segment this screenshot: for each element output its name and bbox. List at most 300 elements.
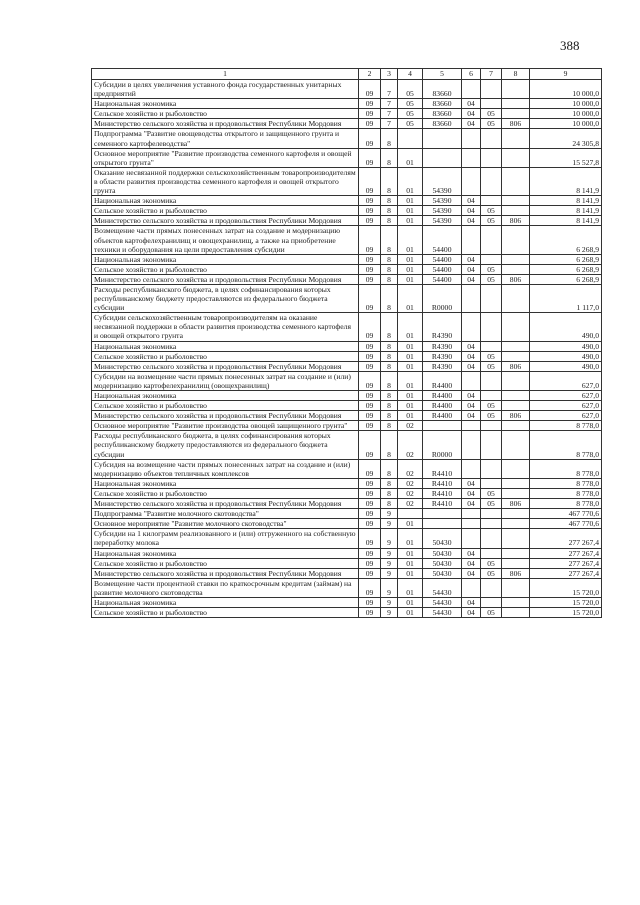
- table-row: [92, 206, 602, 216]
- row-name-cell: Субсидии на 1 килограмм реализованного и (или) отгруженного на собственную переработку молока: [92, 529, 359, 548]
- row-pp-cell: 8: [381, 459, 398, 478]
- row-om-cell: 01: [398, 264, 423, 274]
- table-row: [92, 499, 602, 509]
- table-row: [92, 401, 602, 411]
- row-gp-cell: 09: [359, 548, 381, 558]
- row-om-cell: 01: [398, 313, 423, 341]
- row-gp-cell: 09: [359, 488, 381, 498]
- row-gp-cell: 09: [359, 351, 381, 361]
- row-sum-cell: 8 778,0: [530, 478, 602, 488]
- row-pr-cell: 05: [481, 608, 502, 618]
- row-code-cell: 50430: [423, 568, 462, 578]
- row-pr-cell: [481, 129, 502, 148]
- row-pr-cell: [481, 519, 502, 529]
- row-om-cell: 02: [398, 459, 423, 478]
- table-row: [92, 391, 602, 401]
- row-name-cell: Основное мероприятие "Развитие производства овощей защищенного грунта": [92, 421, 359, 431]
- row-pp-cell: 9: [381, 597, 398, 607]
- row-rz-cell: [462, 459, 481, 478]
- table-row: [92, 80, 602, 99]
- row-code-cell: [423, 421, 462, 431]
- row-gp-cell: 09: [359, 431, 381, 459]
- row-gp-cell: 09: [359, 578, 381, 597]
- row-code-cell: 54390: [423, 167, 462, 195]
- budget-table-wrapper: [91, 68, 602, 618]
- row-code-cell: R0000: [423, 284, 462, 312]
- row-name-cell: Министерство сельского хозяйства и продовольствия Республики Мордовия: [92, 274, 359, 284]
- row-name-cell: Министерство сельского хозяйства и продовольствия Республики Мордовия: [92, 568, 359, 578]
- row-om-cell: 01: [398, 206, 423, 216]
- row-code-cell: R0000: [423, 431, 462, 459]
- table-row: [92, 226, 602, 254]
- row-sum-cell: 15 720,0: [530, 578, 602, 597]
- row-sum-cell: 490,0: [530, 313, 602, 341]
- row-pp-cell: 8: [381, 206, 398, 216]
- table-row: [92, 216, 602, 226]
- row-vr-cell: [502, 548, 530, 558]
- row-rz-cell: 04: [462, 558, 481, 568]
- row-name-cell: Расходы республиканского бюджета, в целях софинансирования которых республиканскому бюджету предоставляются из федерального бюджета субсидии: [92, 431, 359, 459]
- row-name-cell: Сельское хозяйство и рыболовство: [92, 558, 359, 568]
- row-sum-cell: 10 000,0: [530, 119, 602, 129]
- row-gp-cell: 09: [359, 371, 381, 390]
- row-om-cell: 02: [398, 421, 423, 431]
- row-gp-cell: 09: [359, 167, 381, 195]
- row-vr-cell: 806: [502, 568, 530, 578]
- table-row: [92, 274, 602, 284]
- row-sum-cell: 8 141,9: [530, 167, 602, 195]
- row-vr-cell: [502, 529, 530, 548]
- row-code-cell: R4410: [423, 459, 462, 478]
- row-gp-cell: 09: [359, 509, 381, 519]
- row-code-cell: [423, 509, 462, 519]
- row-pr-cell: 05: [481, 488, 502, 498]
- row-om-cell: 02: [398, 431, 423, 459]
- row-om-cell: 01: [398, 411, 423, 421]
- row-sum-cell: 8 141,9: [530, 216, 602, 226]
- row-pr-cell: [481, 371, 502, 390]
- row-pr-cell: [481, 421, 502, 431]
- table-row: [92, 411, 602, 421]
- row-sum-cell: 1 117,0: [530, 284, 602, 312]
- row-code-cell: 54400: [423, 226, 462, 254]
- table-row: [92, 608, 602, 618]
- row-sum-cell: 8 778,0: [530, 459, 602, 478]
- row-pp-cell: 8: [381, 421, 398, 431]
- row-gp-cell: 09: [359, 391, 381, 401]
- row-sum-cell: 6 268,9: [530, 226, 602, 254]
- row-rz-cell: [462, 509, 481, 519]
- row-name-cell: Национальная экономика: [92, 391, 359, 401]
- row-code-cell: R4410: [423, 478, 462, 488]
- row-rz-cell: 04: [462, 274, 481, 284]
- row-sum-cell: 6 268,9: [530, 264, 602, 274]
- row-om-cell: 01: [398, 578, 423, 597]
- row-vr-cell: [502, 341, 530, 351]
- row-code-cell: R4400: [423, 371, 462, 390]
- row-gp-cell: 09: [359, 254, 381, 264]
- row-pr-cell: [481, 196, 502, 206]
- row-vr-cell: [502, 264, 530, 274]
- row-rz-cell: [462, 129, 481, 148]
- row-sum-cell: 490,0: [530, 361, 602, 371]
- row-pp-cell: 8: [381, 371, 398, 390]
- row-rz-cell: [462, 371, 481, 390]
- table-row: [92, 284, 602, 312]
- row-gp-cell: 09: [359, 313, 381, 341]
- row-gp-cell: 09: [359, 519, 381, 529]
- row-rz-cell: 04: [462, 499, 481, 509]
- row-pr-cell: 05: [481, 274, 502, 284]
- row-code-cell: R4390: [423, 313, 462, 341]
- header-cell: 1: [92, 69, 359, 80]
- row-gp-cell: 09: [359, 216, 381, 226]
- row-name-cell: Национальная экономика: [92, 478, 359, 488]
- row-sum-cell: 8 141,9: [530, 196, 602, 206]
- row-code-cell: 54400: [423, 254, 462, 264]
- row-om-cell: 01: [398, 558, 423, 568]
- row-name-cell: Субсидия на возмещение части прямых понесенных затрат на создание и (или) модернизацию объектов тепличных комплексов: [92, 459, 359, 478]
- row-om-cell: 05: [398, 119, 423, 129]
- row-code-cell: 54400: [423, 274, 462, 284]
- row-pp-cell: 8: [381, 341, 398, 351]
- table-row: [92, 478, 602, 488]
- row-gp-cell: 09: [359, 361, 381, 371]
- row-pp-cell: 8: [381, 488, 398, 498]
- row-sum-cell: 15 720,0: [530, 608, 602, 618]
- row-sum-cell: 6 268,9: [530, 254, 602, 264]
- row-code-cell: 54390: [423, 196, 462, 206]
- row-om-cell: 01: [398, 148, 423, 167]
- row-pp-cell: 8: [381, 284, 398, 312]
- row-gp-cell: 09: [359, 196, 381, 206]
- row-pr-cell: [481, 509, 502, 519]
- row-code-cell: 54430: [423, 597, 462, 607]
- table-row: [92, 148, 602, 167]
- row-code-cell: R4400: [423, 411, 462, 421]
- row-om-cell: 01: [398, 568, 423, 578]
- row-pp-cell: 8: [381, 411, 398, 421]
- row-vr-cell: [502, 196, 530, 206]
- row-rz-cell: [462, 167, 481, 195]
- row-vr-cell: [502, 421, 530, 431]
- row-code-cell: R4410: [423, 499, 462, 509]
- table-row: [92, 196, 602, 206]
- row-sum-cell: 627,0: [530, 401, 602, 411]
- header-cell: 9: [530, 69, 602, 80]
- row-name-cell: Министерство сельского хозяйства и продовольствия Республики Мордовия: [92, 361, 359, 371]
- row-gp-cell: 09: [359, 529, 381, 548]
- row-rz-cell: [462, 421, 481, 431]
- row-gp-cell: 09: [359, 129, 381, 148]
- row-code-cell: 50430: [423, 529, 462, 548]
- budget-table: [91, 68, 602, 618]
- row-rz-cell: 04: [462, 206, 481, 216]
- row-pr-cell: [481, 597, 502, 607]
- row-vr-cell: [502, 459, 530, 478]
- row-vr-cell: [502, 109, 530, 119]
- row-code-cell: 83660: [423, 109, 462, 119]
- row-om-cell: 01: [398, 196, 423, 206]
- row-sum-cell: 15 720,0: [530, 597, 602, 607]
- row-name-cell: Национальная экономика: [92, 196, 359, 206]
- row-pr-cell: [481, 99, 502, 109]
- row-name-cell: Сельское хозяйство и рыболовство: [92, 264, 359, 274]
- row-om-cell: 01: [398, 254, 423, 264]
- row-pp-cell: 8: [381, 361, 398, 371]
- row-rz-cell: [462, 80, 481, 99]
- row-code-cell: 54430: [423, 578, 462, 597]
- row-name-cell: Субсидии на возмещение части прямых понесенных затрат на создание и (или) модернизацию картофелехранилищ (овощехранилищ): [92, 371, 359, 390]
- row-vr-cell: 806: [502, 411, 530, 421]
- row-vr-cell: [502, 206, 530, 216]
- row-pp-cell: 9: [381, 519, 398, 529]
- row-name-cell: Министерство сельского хозяйства и продовольствия Республики Мордовия: [92, 411, 359, 421]
- row-pr-cell: [481, 167, 502, 195]
- row-om-cell: 01: [398, 351, 423, 361]
- row-om-cell: 01: [398, 274, 423, 284]
- row-gp-cell: 09: [359, 341, 381, 351]
- row-pr-cell: 05: [481, 216, 502, 226]
- row-code-cell: R4390: [423, 341, 462, 351]
- row-gp-cell: 09: [359, 568, 381, 578]
- row-rz-cell: [462, 431, 481, 459]
- table-row: [92, 109, 602, 119]
- row-om-cell: 02: [398, 499, 423, 509]
- row-pp-cell: 9: [381, 568, 398, 578]
- row-om-cell: 01: [398, 226, 423, 254]
- row-om-cell: 01: [398, 529, 423, 548]
- table-row: [92, 459, 602, 478]
- row-pp-cell: 8: [381, 148, 398, 167]
- row-rz-cell: 04: [462, 361, 481, 371]
- row-name-cell: Подпрограмма "Развитие овощеводства открытого и защищенного грунта и семенного картофелеводства": [92, 129, 359, 148]
- row-rz-cell: 04: [462, 391, 481, 401]
- row-vr-cell: 806: [502, 216, 530, 226]
- row-om-cell: 01: [398, 284, 423, 312]
- table-row: [92, 351, 602, 361]
- row-sum-cell: 277 267,4: [530, 558, 602, 568]
- row-code-cell: 83660: [423, 80, 462, 99]
- row-rz-cell: [462, 284, 481, 312]
- row-name-cell: Национальная экономика: [92, 341, 359, 351]
- page-number: 388: [560, 38, 580, 53]
- row-vr-cell: [502, 167, 530, 195]
- row-om-cell: 02: [398, 478, 423, 488]
- row-name-cell: Основное мероприятие "Развитие молочного скотоводства": [92, 519, 359, 529]
- row-code-cell: 83660: [423, 99, 462, 109]
- row-pr-cell: 05: [481, 568, 502, 578]
- row-vr-cell: 806: [502, 361, 530, 371]
- table-row: [92, 568, 602, 578]
- row-om-cell: [398, 509, 423, 519]
- row-rz-cell: [462, 519, 481, 529]
- row-code-cell: R4390: [423, 361, 462, 371]
- table-row: [92, 264, 602, 274]
- row-rz-cell: [462, 313, 481, 341]
- row-om-cell: 01: [398, 341, 423, 351]
- row-gp-cell: 09: [359, 421, 381, 431]
- row-vr-cell: [502, 371, 530, 390]
- row-code-cell: 50430: [423, 548, 462, 558]
- table-row: [92, 371, 602, 390]
- table-row: [92, 254, 602, 264]
- header-cell: 4: [398, 69, 423, 80]
- row-sum-cell: 15 527,8: [530, 148, 602, 167]
- row-sum-cell: 10 000,0: [530, 99, 602, 109]
- row-rz-cell: 04: [462, 264, 481, 274]
- row-code-cell: [423, 148, 462, 167]
- row-pr-cell: [481, 548, 502, 558]
- row-pp-cell: 8: [381, 274, 398, 284]
- row-code-cell: R4400: [423, 401, 462, 411]
- row-sum-cell: 10 000,0: [530, 80, 602, 99]
- row-gp-cell: 09: [359, 597, 381, 607]
- row-rz-cell: 04: [462, 216, 481, 226]
- row-om-cell: 01: [398, 608, 423, 618]
- table-row: [92, 119, 602, 129]
- row-pp-cell: 9: [381, 548, 398, 558]
- row-vr-cell: [502, 478, 530, 488]
- row-code-cell: 54390: [423, 206, 462, 216]
- row-sum-cell: 627,0: [530, 391, 602, 401]
- row-code-cell: [423, 129, 462, 148]
- row-rz-cell: 04: [462, 401, 481, 411]
- row-code-cell: 54390: [423, 216, 462, 226]
- row-sum-cell: 490,0: [530, 351, 602, 361]
- row-vr-cell: [502, 148, 530, 167]
- row-rz-cell: 04: [462, 478, 481, 488]
- row-pr-cell: 05: [481, 558, 502, 568]
- row-vr-cell: [502, 401, 530, 411]
- table-row: [92, 167, 602, 195]
- header-cell: 6: [462, 69, 481, 80]
- table-row: [92, 99, 602, 109]
- header-cell: 8: [502, 69, 530, 80]
- table-body: [92, 80, 602, 618]
- row-pr-cell: 05: [481, 499, 502, 509]
- table-row: [92, 488, 602, 498]
- row-pp-cell: 7: [381, 119, 398, 129]
- table-row: [92, 431, 602, 459]
- row-sum-cell: 8 141,9: [530, 206, 602, 216]
- row-sum-cell: 277 267,4: [530, 548, 602, 558]
- row-sum-cell: 24 305,8: [530, 129, 602, 148]
- row-pp-cell: 9: [381, 578, 398, 597]
- row-om-cell: 01: [398, 597, 423, 607]
- row-pr-cell: 05: [481, 401, 502, 411]
- row-name-cell: Сельское хозяйство и рыболовство: [92, 488, 359, 498]
- row-name-cell: Сельское хозяйство и рыболовство: [92, 206, 359, 216]
- row-pr-cell: [481, 391, 502, 401]
- row-pr-cell: [481, 341, 502, 351]
- row-pp-cell: 9: [381, 558, 398, 568]
- row-pp-cell: 8: [381, 391, 398, 401]
- row-pp-cell: 8: [381, 196, 398, 206]
- row-sum-cell: 8 778,0: [530, 431, 602, 459]
- row-gp-cell: 09: [359, 226, 381, 254]
- row-rz-cell: 04: [462, 254, 481, 264]
- row-gp-cell: 09: [359, 80, 381, 99]
- row-name-cell: Сельское хозяйство и рыболовство: [92, 608, 359, 618]
- row-om-cell: 05: [398, 99, 423, 109]
- row-pp-cell: 8: [381, 254, 398, 264]
- row-name-cell: Подпрограмма "Развитие молочного скотоводства": [92, 509, 359, 519]
- row-vr-cell: [502, 351, 530, 361]
- row-vr-cell: [502, 597, 530, 607]
- row-pp-cell: 7: [381, 99, 398, 109]
- row-pr-cell: [481, 478, 502, 488]
- table-row: [92, 361, 602, 371]
- row-code-cell: R4390: [423, 351, 462, 361]
- row-pp-cell: 8: [381, 167, 398, 195]
- table-row: [92, 421, 602, 431]
- row-pp-cell: 8: [381, 264, 398, 274]
- row-om-cell: 01: [398, 391, 423, 401]
- row-sum-cell: 277 267,4: [530, 529, 602, 548]
- row-gp-cell: 09: [359, 459, 381, 478]
- row-pp-cell: 9: [381, 509, 398, 519]
- row-gp-cell: 09: [359, 264, 381, 274]
- row-vr-cell: [502, 254, 530, 264]
- row-pr-cell: 05: [481, 351, 502, 361]
- row-vr-cell: [502, 431, 530, 459]
- row-gp-cell: 09: [359, 148, 381, 167]
- row-name-cell: Субсидии сельскохозяйственным товаропроизводителям на оказание несвязанной поддержки в области развития производства семенного картофеля и овощей открытого грунта: [92, 313, 359, 341]
- row-rz-cell: 04: [462, 119, 481, 129]
- table-row: [92, 529, 602, 548]
- row-name-cell: Национальная экономика: [92, 548, 359, 558]
- row-pr-cell: [481, 148, 502, 167]
- row-sum-cell: 8 778,0: [530, 488, 602, 498]
- row-rz-cell: 04: [462, 411, 481, 421]
- row-om-cell: 05: [398, 109, 423, 119]
- row-pr-cell: [481, 313, 502, 341]
- row-name-cell: Министерство сельского хозяйства и продовольствия Республики Мордовия: [92, 119, 359, 129]
- row-pr-cell: [481, 226, 502, 254]
- row-vr-cell: 806: [502, 274, 530, 284]
- row-om-cell: 01: [398, 216, 423, 226]
- row-rz-cell: 04: [462, 488, 481, 498]
- row-rz-cell: 04: [462, 608, 481, 618]
- row-om-cell: 01: [398, 361, 423, 371]
- row-om-cell: 01: [398, 167, 423, 195]
- row-name-cell: Оказание несвязанной поддержки сельскохозяйственным товаропроизводителям в области развития производства семенного картофеля и овощей открытого грунта: [92, 167, 359, 195]
- row-gp-cell: 09: [359, 274, 381, 284]
- row-vr-cell: [502, 488, 530, 498]
- table-row: [92, 548, 602, 558]
- row-pp-cell: 8: [381, 313, 398, 341]
- row-pp-cell: 7: [381, 109, 398, 119]
- row-om-cell: 01: [398, 371, 423, 390]
- row-om-cell: [398, 129, 423, 148]
- row-rz-cell: 04: [462, 109, 481, 119]
- row-vr-cell: [502, 519, 530, 529]
- row-gp-cell: 09: [359, 499, 381, 509]
- row-vr-cell: [502, 608, 530, 618]
- row-om-cell: 01: [398, 401, 423, 411]
- row-name-cell: Сельское хозяйство и рыболовство: [92, 351, 359, 361]
- row-code-cell: 54400: [423, 264, 462, 274]
- row-pr-cell: [481, 254, 502, 264]
- row-pr-cell: 05: [481, 119, 502, 129]
- row-vr-cell: [502, 284, 530, 312]
- table-row: [92, 313, 602, 341]
- row-code-cell: 50430: [423, 558, 462, 568]
- row-name-cell: Национальная экономика: [92, 254, 359, 264]
- table-row: [92, 558, 602, 568]
- row-gp-cell: 09: [359, 119, 381, 129]
